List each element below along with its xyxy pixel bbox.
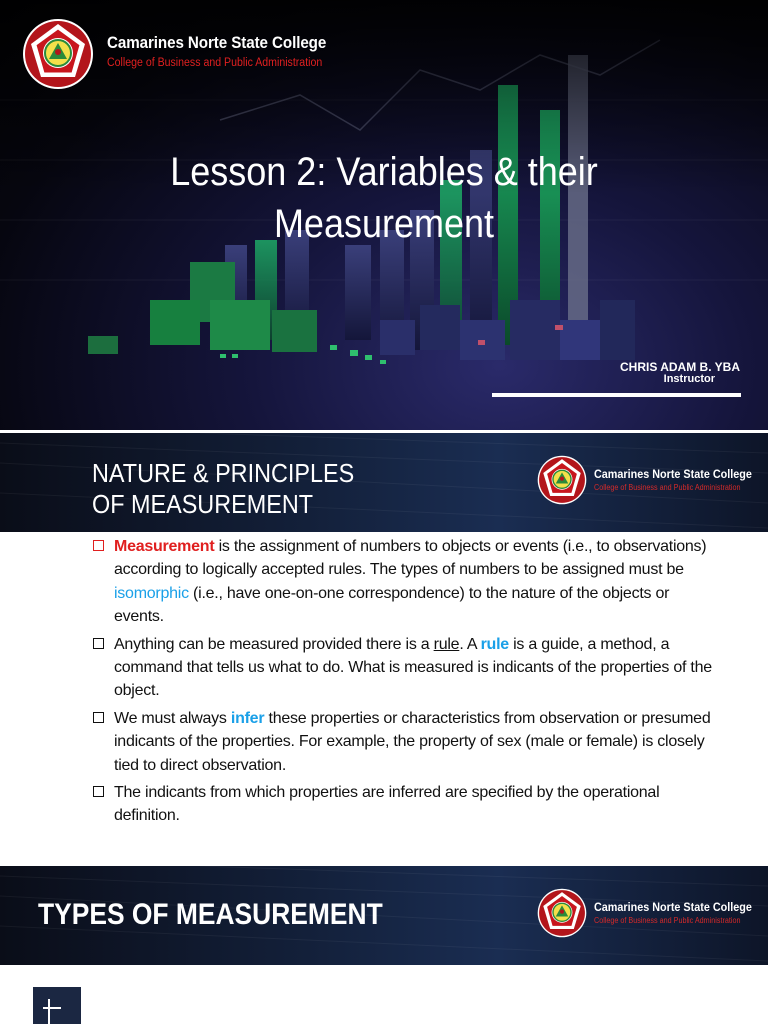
- checkbox-bullet-icon: [93, 638, 104, 649]
- bullet-emphasis-text: isomorphic: [114, 584, 189, 602]
- college-seal-logo: [537, 455, 587, 505]
- header-college-name: Camarines Norte State College: [594, 900, 752, 914]
- bullet-emphasis-text: Measurement: [114, 538, 215, 555]
- header-department-name: College of Business and Public Administration: [594, 916, 741, 925]
- bullet-emphasis-text: infer: [230, 709, 265, 727]
- bullet-emphasis-text: rule: [433, 635, 460, 653]
- slide3-content-icon: [33, 987, 81, 1024]
- checkbox-bullet-icon: [93, 786, 104, 797]
- slide3-header: [0, 866, 768, 965]
- college-name: Camarines Norte State College: [107, 34, 327, 52]
- slide2-header: [0, 433, 768, 532]
- slide2-title: [92, 458, 354, 520]
- college-seal-logo: [537, 888, 587, 938]
- bullet-text: is a guide, a method, a command that tells us what to do. What is measured is indicants of the properties of the object.: [114, 635, 712, 700]
- checkbox-bullet-icon: [93, 540, 104, 551]
- bullet-text: We must always: [114, 709, 231, 727]
- college-seal-logo: [22, 18, 94, 90]
- divider-line: [492, 393, 741, 397]
- instructor-role: Instructor: [663, 373, 715, 385]
- slide2-title-line1: NATURE & PRINCIPLES: [92, 458, 355, 488]
- bullet-text: The indicants from which properties are inferred are specified by the operational definition.: [114, 784, 660, 825]
- lesson-title: [38, 146, 729, 250]
- principles-bullet-list: [92, 535, 722, 832]
- bullet-text: is the assignment of numbers to objects or events (i.e., to observations) according to logically accepted rules. The types of numbers to be assigned must be: [114, 538, 707, 579]
- title-slide: [0, 0, 768, 430]
- bullet-item: [92, 781, 722, 828]
- bullet-text: these properties or characteristics from observation or presumed indicants of the properties. For example, the property of sex (male or female) is closely tied to direct observation.: [114, 709, 711, 774]
- bullet-item: [92, 535, 722, 629]
- bullet-emphasis-text: rule: [480, 635, 509, 653]
- bullet-text: (i.e., have one-on-one correspondence) to the nature of the objects or events.: [114, 584, 670, 626]
- checkbox-bullet-icon: [93, 712, 104, 723]
- header-department-name: College of Business and Public Administration: [594, 483, 741, 492]
- department-name: College of Business and Public Administration: [107, 57, 323, 69]
- slide3-title: TYPES OF MEASUREMENT: [38, 898, 383, 931]
- bullet-item: [92, 707, 722, 777]
- lesson-title-line2: Measurement: [273, 202, 495, 246]
- bullet-item: [92, 633, 722, 703]
- bullet-text: . A: [459, 635, 481, 653]
- bullet-text: Anything can be measured provided there is a: [114, 635, 434, 653]
- slide2-title-line2: OF MEASUREMENT: [92, 489, 314, 519]
- slide3-body: [0, 965, 768, 1024]
- slide2-body: [0, 532, 768, 866]
- lesson-title-line1: Lesson 2: Variables & their: [170, 150, 598, 194]
- header-college-name: Camarines Norte State College: [594, 467, 752, 481]
- instructor-name: CHRIS ADAM B. YBA: [619, 360, 740, 374]
